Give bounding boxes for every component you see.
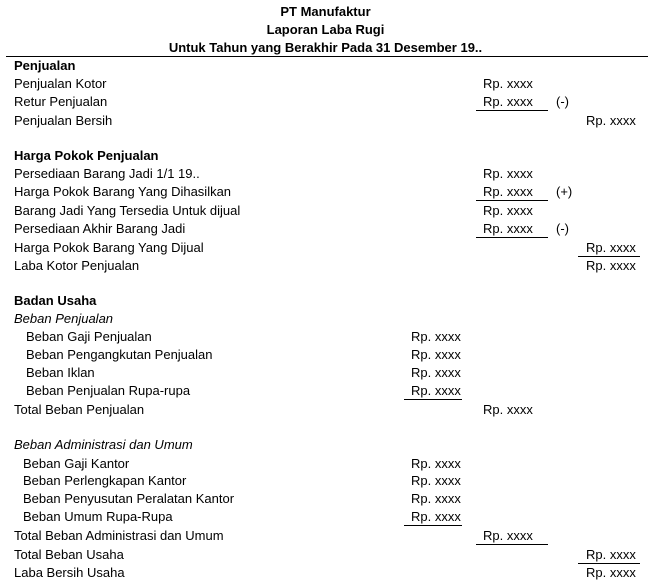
subsection-title-beban-adm [0,436,651,454]
row-label: Penjualan Bersih [14,113,113,128]
subtotal-underline [476,110,548,111]
row-value: Rp. xxxx [483,402,533,417]
row-label: Barang Jadi Yang Tersedia Untuk dijual [14,203,241,218]
row-label: Beban Penjualan Rupa-rupa [26,383,191,398]
row-label: Total Beban Administrasi dan Umum [14,528,224,543]
row-value: Rp. xxxx [411,365,461,380]
row-value: Rp. xxxx [411,491,461,506]
row-value: Rp. xxxx [483,528,533,543]
row-label: Total Beban Penjualan [14,402,145,417]
section-title-badan-usaha [0,292,651,310]
row-beban-umum-rupa [0,508,651,526]
row-laba-bersih-usaha [0,564,651,582]
row-value: Rp. xxxx [411,383,461,398]
row-total-beban-usaha [0,546,651,564]
row-label: Beban Gaji Penjualan [26,329,152,344]
report-period: Untuk Tahun yang Berakhir Pada 31 Desember 19.. [168,40,483,55]
operator-plus: (+) [556,184,573,199]
row-retur-penjualan [0,93,651,111]
row-hpp-dihasilkan [0,183,651,201]
row-beban-gaji-penjualan [0,328,651,346]
row-persediaan-awal [0,165,651,183]
row-label: Beban Pengangkutan Penjualan [26,347,213,362]
row-value: Rp. xxxx [586,565,636,580]
subtotal-underline [476,200,548,201]
row-label: Laba Bersih Usaha [14,565,125,580]
row-laba-kotor [0,257,651,275]
row-value: Rp. xxxx [411,329,461,344]
section-label: Harga Pokok Penjualan [14,148,159,163]
row-label: Beban Iklan [26,365,95,380]
subtotal-underline [476,237,548,238]
row-value: Rp. xxxx [411,473,461,488]
row-label: Persediaan Barang Jadi 1/1 19.. [14,166,200,181]
row-value: Rp. xxxx [586,258,636,273]
report-title: Laporan Laba Rugi [266,22,385,37]
row-label: Harga Pokok Barang Yang Dihasilkan [14,184,232,199]
subsection-title-beban-penjualan [0,310,651,328]
row-beban-iklan [0,364,651,382]
row-value: Rp. xxxx [411,347,461,362]
row-value: Rp. xxxx [483,94,533,109]
operator-minus: (-) [556,94,569,109]
row-value: Rp. xxxx [586,113,636,128]
row-value: Rp. xxxx [411,456,461,471]
row-total-beban-adm [0,527,651,545]
section-label: Penjualan [14,58,76,73]
row-beban-gaji-kantor [0,455,651,473]
row-value: Rp. xxxx [483,184,533,199]
company-name: PT Manufaktur [280,4,371,19]
section-label: Badan Usaha [14,293,97,308]
row-hpp-dijual [0,239,651,257]
row-beban-penjualan-rupa [0,382,651,400]
row-value: Rp. xxxx [586,547,636,562]
operator-minus: (-) [556,221,569,236]
row-value: Rp. xxxx [483,203,533,218]
row-value: Rp. xxxx [483,221,533,236]
row-label: Persediaan Akhir Barang Jadi [14,221,186,236]
section-title-hpp [0,147,651,165]
row-label: Beban Gaji Kantor [23,456,130,471]
row-beban-perlengkapan [0,472,651,490]
subtotal-underline [404,525,462,526]
subtotal-underline [404,399,462,400]
row-label: Beban Perlengkapan Kantor [23,473,187,488]
row-label: Penjualan Kotor [14,76,107,91]
subsection-label: Beban Penjualan [14,311,114,326]
row-penjualan-kotor [0,75,651,93]
row-value: Rp. xxxx [411,509,461,524]
row-value: Rp. xxxx [483,166,533,181]
row-persediaan-akhir [0,220,651,238]
row-label: Beban Umum Rupa-Rupa [23,509,173,524]
row-label: Total Beban Usaha [14,547,124,562]
row-label: Beban Penyusutan Peralatan Kantor [23,491,235,506]
row-label: Harga Pokok Barang Yang Dijual [14,240,204,255]
row-total-beban-penjualan [0,401,651,419]
section-title-penjualan [0,57,651,75]
row-penjualan-bersih [0,112,651,130]
subsection-label: Beban Administrasi dan Umum [14,437,193,452]
row-beban-penyusutan [0,490,651,508]
subtotal-underline [476,544,548,545]
row-label: Laba Kotor Penjualan [14,258,140,273]
row-label: Retur Penjualan [14,94,108,109]
row-value: Rp. xxxx [483,76,533,91]
row-beban-pengangkutan [0,346,651,364]
row-value: Rp. xxxx [586,240,636,255]
row-barang-tersedia [0,202,651,220]
